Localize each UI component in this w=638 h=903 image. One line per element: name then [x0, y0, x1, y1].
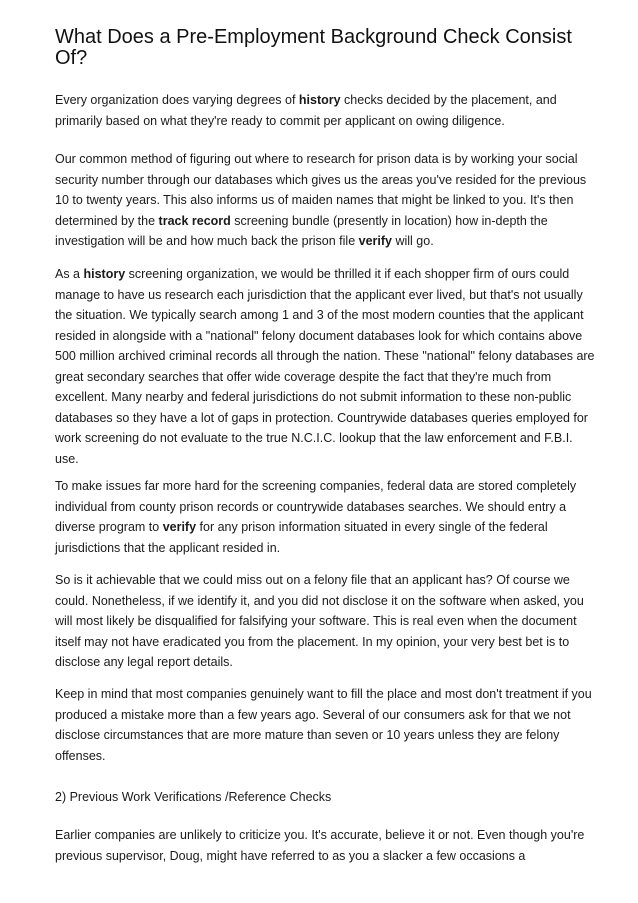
- bold-keyword: verify: [358, 234, 392, 248]
- text-segment: will go.: [392, 234, 434, 248]
- text-segment: Every organization does varying degrees of: [55, 93, 299, 107]
- bold-keyword: history: [83, 267, 126, 281]
- paragraph-disclose: [55, 570, 595, 673]
- text-segment: checks decided by the placement, and primarily based on what they're ready to commit per applicant on owing diligence.: [55, 93, 557, 128]
- paragraph-federal: [55, 476, 595, 558]
- text-segment: Our common method of figuring out where to research for prison data is by working your social security number through our databases which gives us the areas you've resided for the previous 10 to twenty years. This also informs us of maiden names that might be linked to you. It's then determined by the: [55, 152, 587, 228]
- document-title: What Does a Pre-Employment Background Check Consist Of?: [55, 26, 572, 69]
- paragraph-method: [55, 149, 595, 252]
- bold-keyword: verify: [162, 520, 197, 534]
- text-segment: screening bundle (presently in location) how in-depth the investigation will be and how much back the prison file: [55, 213, 548, 248]
- paragraph-screening: [55, 264, 595, 469]
- bold-keyword: track record: [158, 213, 231, 228]
- text-segment: To make issues far more hard for the screening companies, federal data are stored completely individual from county prison records or countrywide databases searches. We should entry a diverse program to: [55, 479, 577, 534]
- text-segment: for any prison information situated in every single of the federal jurisdictions that the applicant resided in.: [55, 520, 548, 555]
- bold-keyword: history: [298, 93, 341, 107]
- text-segment: Keep in mind that most companies genuinely want to fill the place and most don't treatment if you produced a mistake more than a few years ago. Several of our consumers ask for that we not disclose circumstances that are more mature than seven or 10 years unless they are felony offenses.: [55, 687, 592, 763]
- text-segment: So is it achievable that we could miss out on a felony file that an applicant has? Of course we could. Nonetheless, if we identify it, and you did not disclose it on the software when asked, you will most likely be disqualified for falsifying your software. This is real even when the document itself may not have eradicated you from the placement. In my opinion, your very best bet is to disclose any legal report details.: [55, 573, 584, 669]
- text-segment: 2) Previous Work Verifications /Reference Checks: [55, 790, 332, 804]
- section-heading: [55, 787, 595, 808]
- paragraph-intro: [55, 90, 595, 131]
- text-segment: Earlier companies are unlikely to criticize you. It's accurate, believe it or not. Even though you're previous supervisor, Doug, might have referred to as you a slacker a few occasions a: [55, 828, 585, 863]
- paragraph-references: [55, 825, 595, 866]
- paragraph-companies: [55, 684, 595, 766]
- text-segment: As a: [55, 267, 84, 281]
- text-segment: screening organization, we would be thrilled it if each shopper firm of ours could manage to have us research each jurisdiction that the applicant ever lived, but that's not usually the situation. We typically search among 1 and 3 of the most modern counties that the applicant resided in alongside with a "national" felony document databases look for which contains above 500 million archived criminal records all through the nation. These "national" felony databases are great secondary searches that offer wide coverage despite the fact that they're much from excellent. Many nearby and federal jurisdictions do not submit information to these non-public databases so they have a lot of gaps in protection. Countrywide databases queries employed for work screening do not evaluate to the true N.C.I.C. lookup that the law enforcement and F.B.I. use.: [55, 267, 595, 466]
